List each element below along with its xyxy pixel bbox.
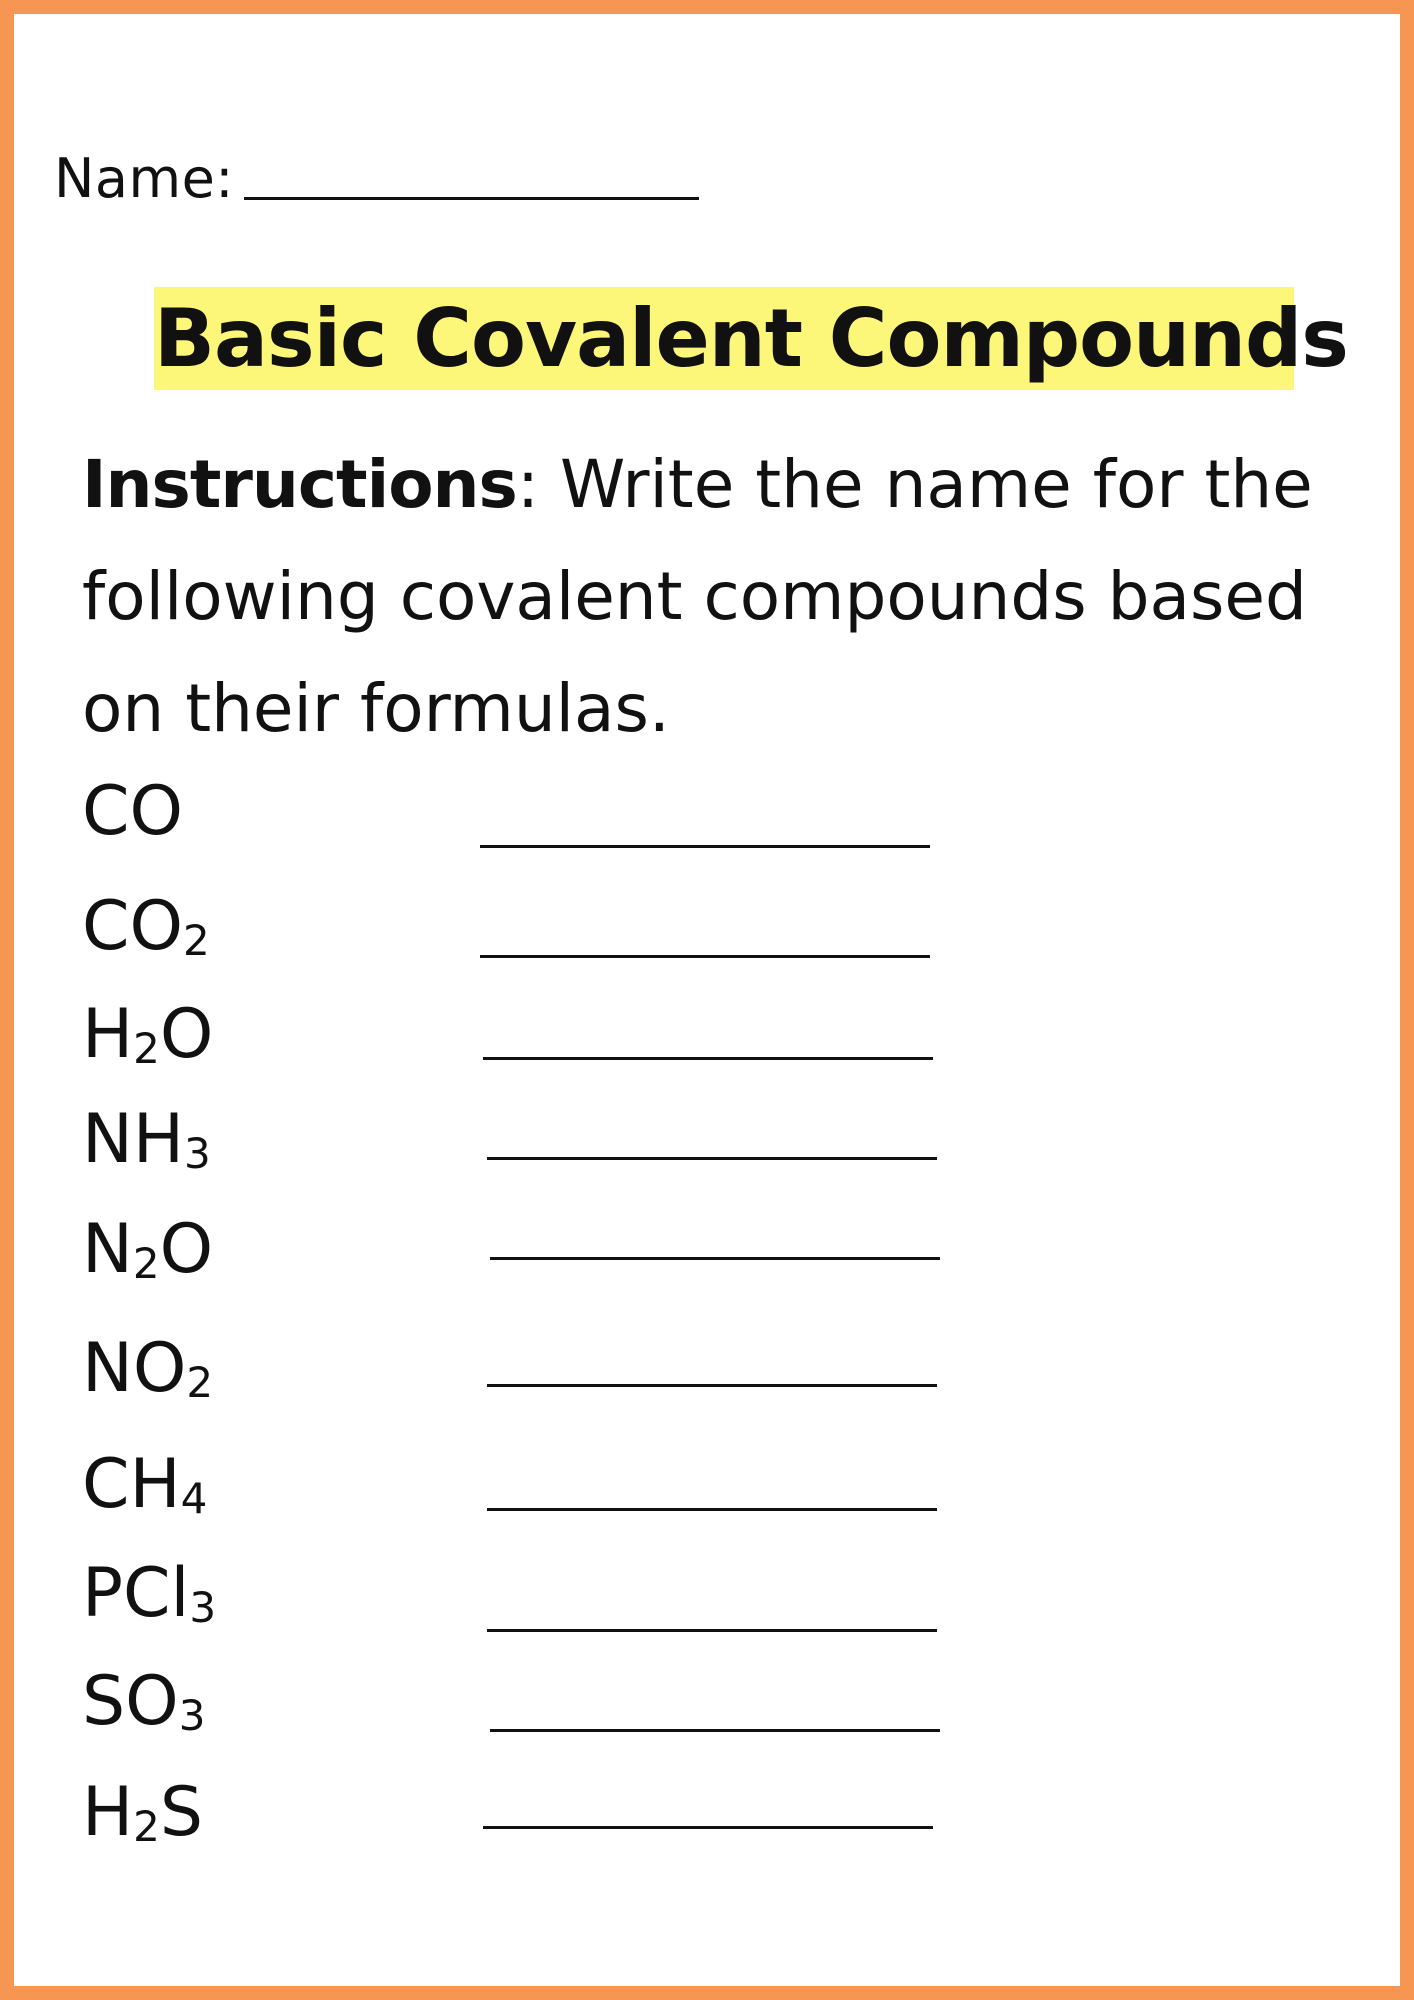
answer-line-5[interactable]	[490, 1257, 940, 1260]
title-highlight	[154, 287, 1348, 390]
answer-line-8[interactable]	[487, 1629, 937, 1632]
answer-line-1[interactable]	[480, 845, 930, 848]
answer-line-10[interactable]	[483, 1826, 933, 1829]
formula-h2s: $H_2S$	[82, 1773, 204, 1852]
formula-n2o: $N_2O$	[82, 1210, 214, 1289]
worksheet-title: Basic Covalent Compounds	[154, 292, 1348, 385]
instructions-lead: Instructions	[82, 446, 517, 523]
name-label: Name:	[54, 147, 235, 210]
name-field	[54, 126, 699, 210]
answer-line-9[interactable]	[490, 1729, 940, 1732]
formula-pcl3: PCl$_3$	[82, 1554, 217, 1633]
formula-so3: $SO_3$	[82, 1662, 206, 1741]
answer-line-7[interactable]	[487, 1508, 937, 1511]
formula-nh3: $NH_3$	[82, 1100, 211, 1179]
formula-co2: $CO_2$	[82, 887, 210, 966]
formula-ch4: $CH_4$	[82, 1445, 208, 1524]
name-blank-line[interactable]	[244, 197, 699, 200]
answer-line-3[interactable]	[483, 1057, 933, 1060]
answer-line-6[interactable]	[487, 1384, 937, 1387]
instructions-text: : Write the name for the following covalent compounds based on their formulas.	[82, 446, 1313, 747]
formula-h2o: $H_2O$	[82, 995, 214, 1074]
answer-line-4[interactable]	[487, 1157, 937, 1160]
instructions	[82, 429, 1372, 765]
answer-line-2[interactable]	[480, 955, 930, 958]
formula-no2: $NO_2$	[82, 1329, 214, 1408]
formula-co: CO	[82, 772, 184, 851]
